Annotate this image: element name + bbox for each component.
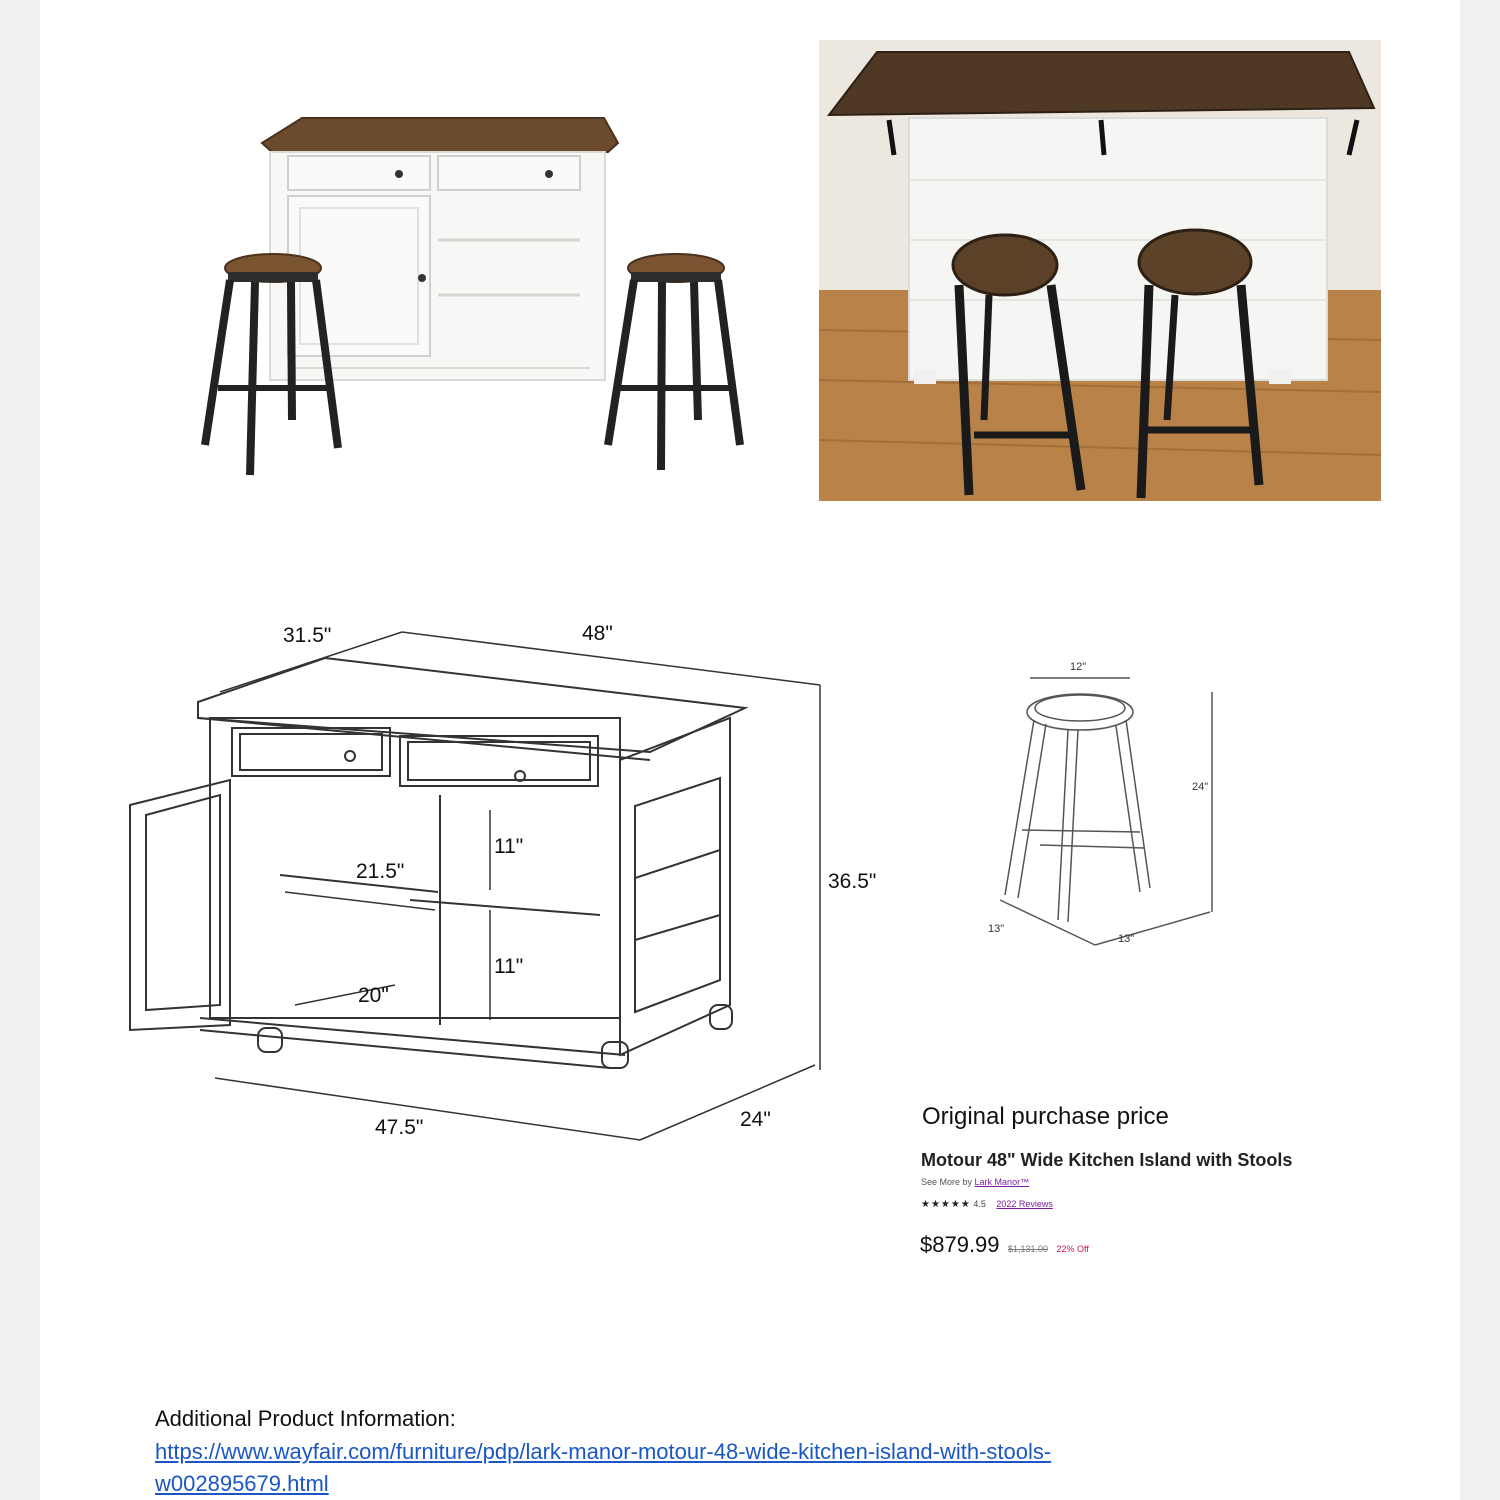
island-dimension-diagram (120, 610, 877, 1150)
product-link-line-2[interactable]: w002895679.html (155, 1471, 329, 1496)
see-more-prefix: See More by (921, 1177, 973, 1187)
product-title: Motour 48" Wide Kitchen Island with Stools (921, 1150, 1293, 1170)
price-row (920, 1232, 1089, 1258)
rating-row (921, 1199, 1053, 1210)
additional-info-label: Additional Product Information: (155, 1406, 456, 1431)
price-heading: Original purchase price (922, 1103, 1169, 1130)
stool-dim-seat-diameter: 12" (1070, 661, 1087, 673)
product-photo-white-background (150, 100, 770, 490)
price: $879.99 (920, 1232, 1000, 1257)
dim-base-width: 47.5" (375, 1116, 424, 1139)
brand-link[interactable]: Lark Manor™ (974, 1177, 1030, 1187)
see-more-by (921, 1177, 1029, 1187)
document-page (40, 0, 1460, 1500)
reviews-link[interactable]: 2022 Reviews (996, 1199, 1053, 1209)
rating-value: 4.5 (973, 1199, 986, 1209)
dim-width-top: 48" (582, 622, 613, 645)
product-link-line-1[interactable]: https://www.wayfair.com/furniture/pdp/lark-manor-motour-48-wide-kitchen-island-with-stools- (155, 1439, 1052, 1464)
dim-shelf-height-upper: 11" (494, 835, 524, 858)
dim-shelf-width: 21.5" (356, 860, 405, 883)
stool-dimension-diagram (950, 650, 1210, 960)
product-photo-in-home (819, 40, 1381, 501)
stool-dim-height: 24" (1192, 781, 1209, 793)
dim-height: 36.5" (828, 870, 877, 893)
star-rating-icon: ★★★★★ (921, 1199, 971, 1210)
dim-base-depth: 24" (740, 1108, 771, 1131)
stool-dim-base-depth: 13" (988, 923, 1005, 935)
product-link[interactable] (155, 1436, 1355, 1500)
dim-cabinet-depth: 20" (358, 984, 389, 1007)
discount-badge: 22% Off (1056, 1244, 1089, 1254)
dim-depth-top: 31.5" (283, 624, 332, 647)
dim-shelf-height-lower: 11" (494, 955, 524, 978)
stool-dim-base-width: 13" (1118, 933, 1135, 945)
old-price: $1,131.00 (1007, 1244, 1049, 1254)
